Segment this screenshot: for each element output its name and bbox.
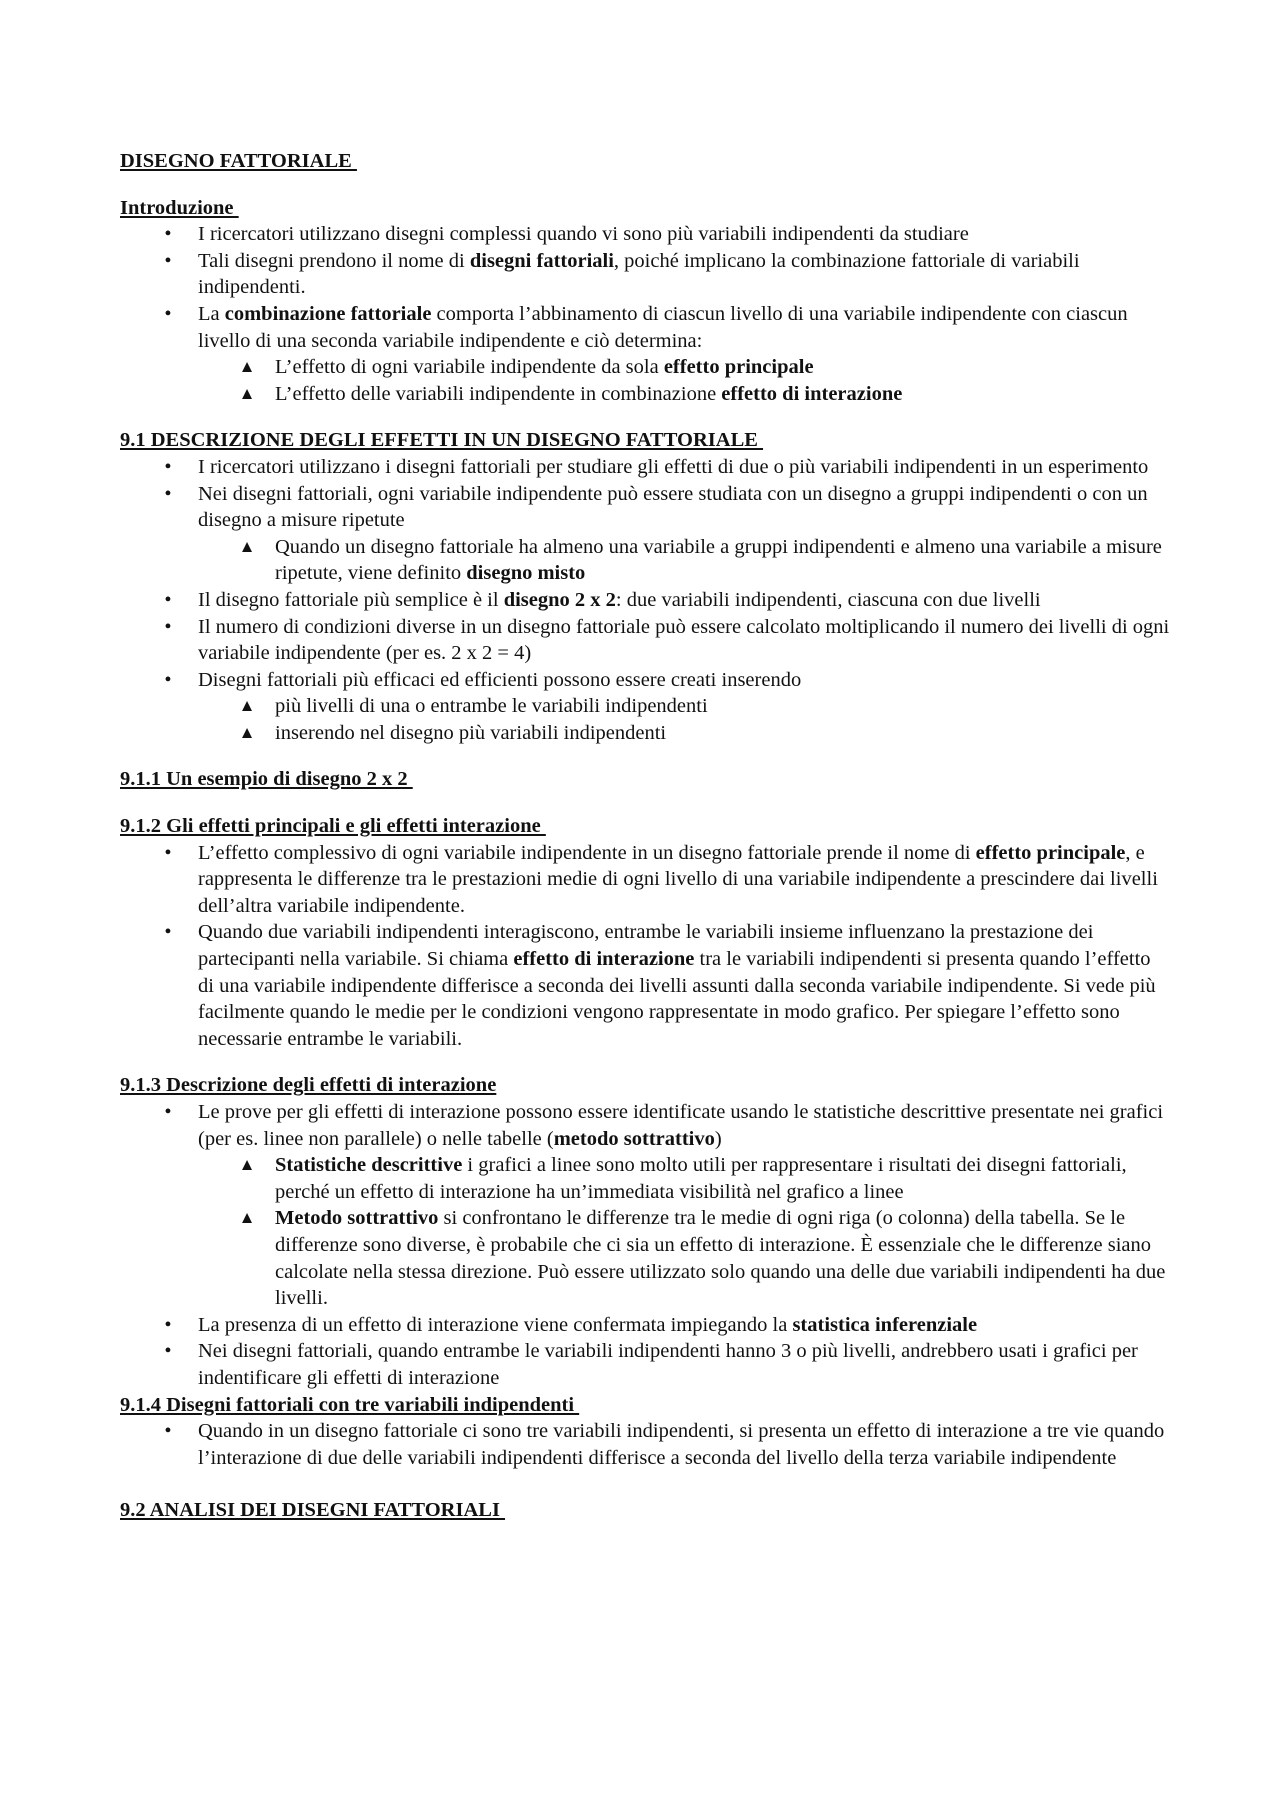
section-9-1-4-list <box>120 1418 1170 1471</box>
triangle-bullet-icon: ▲ <box>238 536 256 556</box>
section-heading-9-1-2: 9.1.2 Gli effetti principali e gli effetti interazione <box>120 815 546 838</box>
sub-list-item: ▲ inserendo nel disegno più variabili indipendenti <box>198 720 1170 747</box>
list-item: • Quando in un disegno fattoriale ci sono tre variabili indipendenti, si presenta un effetto di interazione a tre vie quando l’interazione di due delle variabili indipendenti differisce a seconda del livello della terza variabile indipendente <box>120 1418 1170 1471</box>
triangle-bullet-icon: ▲ <box>238 383 256 403</box>
section-heading-9-1-4: 9.1.4 Disegni fattoriali con tre variabili indipendenti <box>120 1393 580 1416</box>
bullet-icon: • <box>164 615 172 638</box>
list-item: • La combinazione fattoriale comporta l’abbinamento di ciascun livello di una variabile indipendente con ciascun livello di una seconda variabile indipendente e ciò determina: ▲ L’effetto di ogni variabile indipendente da sola effetto principale ▲ L’effetto delle variabili indipendente in combinazione effetto di interazione <box>120 301 1170 407</box>
section-9-1-sublist <box>198 693 1170 746</box>
triangle-bullet-icon: ▲ <box>238 696 256 716</box>
section-heading-introduzione: Introduzione <box>120 196 239 219</box>
bullet-icon: • <box>164 1420 172 1443</box>
list-item: • I ricercatori utilizzano i disegni fattoriali per studiare gli effetti di due o più variabili indipendenti in un esperimento <box>120 454 1170 481</box>
section-heading-9-1-1: 9.1.1 Un esempio di disegno 2 x 2 <box>120 768 413 791</box>
section-9-1-sublist <box>198 534 1170 587</box>
list-item: • L’effetto complessivo di ogni variabile indipendente in un disegno fattoriale prende il nome di effetto principale, e rappresenta le differenze tra le prestazioni medie di ogni livello di una variabile indipendente a prescindere dai livelli dell’altra variabile indipendente. <box>120 840 1170 920</box>
bullet-icon: • <box>164 668 172 691</box>
sub-list-item: ▲ L’effetto delle variabili indipendente in combinazione effetto di interazione <box>198 381 1170 408</box>
section-9-1-3-sublist <box>198 1152 1170 1312</box>
section-heading-9-1-3: 9.1.3 Descrizione degli effetti di interazione <box>120 1074 497 1097</box>
section-heading-9-1: 9.1 DESCRIZIONE DEGLI EFFETTI IN UN DISEGNO FATTORIALE <box>120 429 764 452</box>
list-item: • I ricercatori utilizzano disegni complessi quando vi sono più variabili indipendenti da studiare <box>120 221 1170 248</box>
intro-list <box>120 221 1170 407</box>
triangle-bullet-icon: ▲ <box>238 1155 256 1175</box>
sub-list-item: ▲ più livelli di una o entrambe le variabili indipendenti <box>198 693 1170 720</box>
list-item: • Quando due variabili indipendenti interagiscono, entrambe le variabili insieme influenzano la prestazione dei partecipanti nella variabile. Si chiama effetto di interazione tra le variabili indipendenti si presenta quando l’effetto di una variabile indipendente differisce a seconda dei livelli assunti dalla seconda variabile indipendente. Si vede più facilmente quando le medie per le condizioni vengono rappresentate in modo grafico. Per spiegare l’effetto sono necessarie entrambe le variabili. <box>120 919 1170 1052</box>
bullet-icon: • <box>164 482 172 505</box>
list-item: • Disegni fattoriali più efficaci ed efficienti possono essere creati inserendo ▲ più livelli di una o entrambe le variabili indipendenti ▲ inserendo nel disegno più variabili indipendenti <box>120 667 1170 747</box>
triangle-bullet-icon: ▲ <box>238 722 256 742</box>
list-item: • Tali disegni prendono il nome di disegni fattoriali, poiché implicano la combinazione fattoriale di variabili indipendenti. <box>120 248 1170 301</box>
list-item: • Nei disegni fattoriali, ogni variabile indipendente può essere studiata con un disegno a gruppi indipendenti o con un disegno a misure ripetute ▲ Quando un disegno fattoriale ha almeno una variabile a gruppi indipendenti e almeno una variabile a misure ripetute, viene definito disegno misto <box>120 481 1170 587</box>
sub-list-item: ▲ Quando un disegno fattoriale ha almeno una variabile a gruppi indipendenti e almeno una variabile a misure ripetute, viene definito disegno misto <box>238 535 1162 585</box>
list-item: • Il disegno fattoriale più semplice è il disegno 2 x 2: due variabili indipendenti, ciascuna con due livelli <box>120 587 1170 614</box>
document-content <box>120 148 1170 1524</box>
list-item: • Il numero di condizioni diverse in un disegno fattoriale può essere calcolato moltiplicando il numero dei livelli di ogni variabile indipendente (per es. 2 x 2 = 4) <box>120 614 1170 667</box>
bullet-icon: • <box>164 1313 172 1336</box>
list-item: • Le prove per gli effetti di interazione possono essere identificate usando le statistiche descrittive presentate nei grafici (per es. linee non parallele) o nelle tabelle (metodo sottrattivo) ▲ Statistiche descrittive i grafici a linee sono molto utili per rappresentare i risultati dei disegni fattoriali, perché un effetto di interazione ha un’immediata visibilità nel grafico a linee ▲ Metodo sottrattivo si confrontano le differenze tra le medie di ogni riga (o colonna) della tabella. Se le differenze sono diverse, è probabile che ci sia un effetto di interazione. È essenziale che le differenze siano calcolate nella stessa direzione. Può essere utilizzato solo quando una delle due variabili indipendenti ha due livelli. <box>120 1099 1170 1312</box>
section-heading-9-2: 9.2 ANALISI DEI DISEGNI FATTORIALI <box>120 1499 506 1522</box>
sub-list-item: ▲ L’effetto di ogni variabile indipendente da sola effetto principale <box>198 354 1170 381</box>
list-item: • Nei disegni fattoriali, quando entrambe le variabili indipendenti hanno 3 o più livelli, andrebbero usati i grafici per indentificare gli effetti di interazione <box>120 1338 1170 1391</box>
triangle-bullet-icon: ▲ <box>238 1208 256 1228</box>
list-item: • La presenza di un effetto di interazione viene confermata impiegando la statistica inferenziale <box>120 1312 1170 1339</box>
document-title: DISEGNO FATTORIALE <box>120 150 357 172</box>
section-9-1-list <box>120 454 1170 747</box>
bullet-icon: • <box>164 921 172 944</box>
intro-sublist <box>198 354 1170 407</box>
bullet-icon: • <box>164 841 172 864</box>
bullet-icon: • <box>164 302 172 325</box>
bullet-icon: • <box>164 588 172 611</box>
bullet-icon: • <box>164 249 172 272</box>
sub-list-item: ▲ Statistiche descrittive i grafici a linee sono molto utili per rappresentare i risultati dei disegni fattoriali, perché un effetto di interazione ha un’immediata visibilità nel grafico a linee <box>238 1154 1127 1203</box>
bullet-icon: • <box>164 1101 172 1123</box>
triangle-bullet-icon: ▲ <box>238 357 256 377</box>
bullet-icon: • <box>164 223 172 246</box>
section-9-1-2-list <box>120 840 1170 1053</box>
sub-list-item: ▲ Metodo sottrattivo si confrontano le differenze tra le medie di ogni riga (o colonna) della tabella. Se le differenze sono diverse, è probabile che ci sia un effetto di interazione. È essenziale che le differenze siano calcolate nella stessa direzione. Può essere utilizzato solo quando una delle due variabili indipendenti ha due livelli. <box>238 1207 1166 1310</box>
bullet-icon: • <box>164 1340 172 1363</box>
section-9-1-3-list <box>120 1099 1170 1392</box>
bullet-icon: • <box>164 455 172 478</box>
